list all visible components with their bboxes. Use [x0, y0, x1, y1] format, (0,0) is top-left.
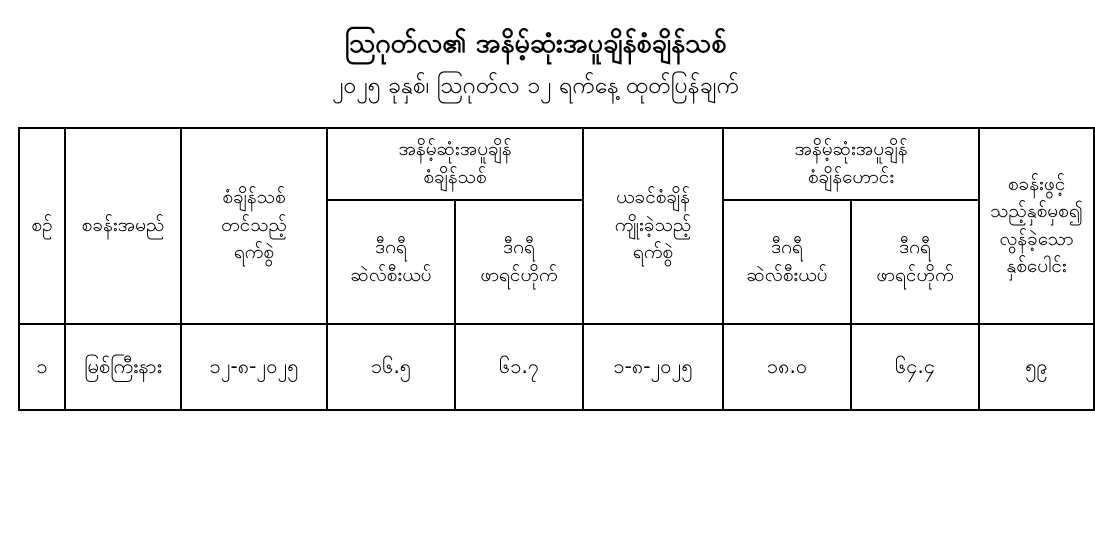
cell-years-since: ၅၉ [979, 324, 1094, 410]
header-old-fahrenheit-line1: ဒီဂရီ [899, 236, 931, 259]
title-block [0, 0, 1071, 103]
header-new-fahrenheit-line1: ဒီဂရီ [503, 236, 535, 259]
cell-old-celsius: ၁၈.၀ [723, 324, 851, 410]
header-years-since-line3: လွန်ခဲ့သော [999, 227, 1074, 250]
header-new-record-date-line3: ရက်စွဲ [233, 241, 275, 264]
header-new-celsius [327, 200, 455, 324]
temperature-record-table [18, 127, 1095, 411]
header-new-record-group [327, 128, 583, 200]
cell-serial: ၁ [19, 324, 65, 410]
table-body [19, 324, 1094, 410]
header-new-fahrenheit [455, 200, 583, 324]
header-previous-record-date-line1: ယခင်စံချိန် [616, 186, 690, 209]
header-serial: စဉ် [19, 128, 65, 324]
header-old-fahrenheit-line2: ဖာရင်ဟိုက် [876, 263, 954, 286]
header-new-fahrenheit-line2: ဖာရင်ဟိုက် [480, 263, 558, 286]
header-new-record-date-line2: တင်သည့် [221, 213, 287, 236]
cell-old-fahrenheit: ၆၄.၄ [851, 324, 979, 410]
cell-new-celsius: ၁၆.၅ [327, 324, 455, 410]
header-new-record-group-line1: အနိမ့်ဆုံးအပူချိန် [398, 138, 512, 161]
header-years-since-line4: နှစ်ပေါင်း [1006, 255, 1067, 278]
header-row-top [19, 128, 1094, 200]
header-new-record-group-line2: စံချိန်သစ် [423, 165, 487, 188]
table-row [19, 324, 1094, 410]
cell-previous-date: ၁-၈-၂၀၂၅ [583, 324, 723, 410]
table-container [18, 127, 1084, 411]
header-years-since [979, 128, 1094, 324]
page-subtitle: ၂၀၂၅ ခုနှစ်၊ ဩဂုတ်လ ၁၂ ရက်နေ့ ထုတ်ပြန်ချက် [332, 73, 739, 100]
header-old-celsius-line1: ဒီဂရီ [771, 236, 803, 259]
header-previous-record-date [583, 128, 723, 324]
header-old-record-group [723, 128, 979, 200]
header-new-record-date [181, 128, 327, 324]
table-header [19, 128, 1094, 324]
header-old-celsius [723, 200, 851, 324]
header-years-since-line1: စခန်းဖွင့် [1007, 172, 1066, 195]
header-old-record-group-line2: စံချိန်ဟောင်း [807, 165, 895, 188]
cell-new-fahrenheit: ၆၁.၇ [455, 324, 583, 410]
header-old-fahrenheit [851, 200, 979, 324]
header-old-record-group-line1: အနိမ့်ဆုံးအပူချိန် [794, 138, 908, 161]
header-new-celsius-line1: ဒီဂရီ [375, 236, 407, 259]
header-new-record-date-line1: စံချိန်သစ် [222, 186, 286, 209]
header-previous-record-date-line3: ရက်စွဲ [632, 241, 674, 264]
page-title: ဩဂုတ်လ၏ အနိမ့်ဆုံးအပူချိန်စံချိန်သစ် [344, 28, 727, 59]
cell-station: မြစ်ကြီးနား [65, 324, 181, 410]
header-new-celsius-line2: ဆဲလ်စီးယပ် [350, 263, 432, 286]
header-previous-record-date-line2: ကျိုးခဲ့သည့် [614, 213, 692, 236]
cell-new-record-date: ၁၂-၈-၂၀၂၅ [181, 324, 327, 410]
header-station: စခန်းအမည် [65, 128, 181, 324]
header-years-since-line2: သည့်နှစ်မှစ၍ [990, 200, 1084, 223]
header-old-celsius-line2: ဆဲလ်စီးယပ် [746, 263, 828, 286]
